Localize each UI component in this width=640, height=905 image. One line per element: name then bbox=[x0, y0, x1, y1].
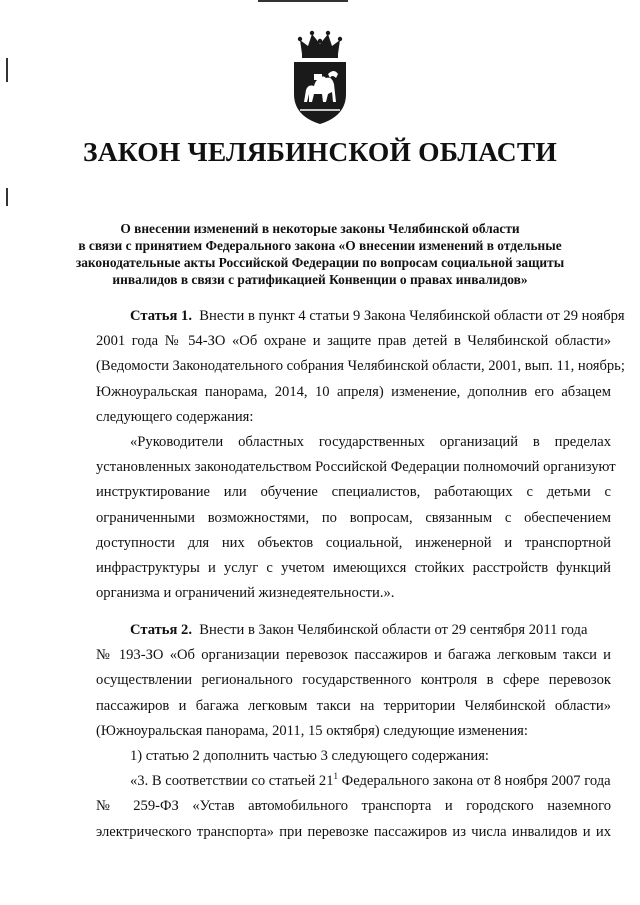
article-2-line: (Южноуральская панорама, 2011, 15 октября) следующие изменения: bbox=[96, 722, 528, 739]
article-2-line: пассажиров и багажа легковым такси на территории Челябинской области» bbox=[96, 697, 611, 714]
article-1-quote-line: доступности для них объектов социальной, инженерной и транспортной bbox=[96, 534, 611, 551]
article-1-line: (Ведомости Законодательного собрания Челябинской области, 2001, вып. 11, ноябрь; bbox=[96, 358, 625, 375]
article-2-quote-line: электрического транспорта» при перевозке пассажиров из числа инвалидов и их bbox=[96, 823, 611, 840]
article-2-quote-start: «3. В соответствии со статьей 21 bbox=[130, 773, 334, 790]
article-1-line: Южноуральская панорама, 2014, 10 апреля) изменение, дополнив его абзацем bbox=[96, 383, 611, 400]
law-title: ЗАКОН ЧЕЛЯБИНСКОЙ ОБЛАСТИ bbox=[83, 136, 557, 167]
article-1 bbox=[96, 304, 625, 606]
scan-mark-left-1 bbox=[6, 58, 8, 82]
law-subtitle bbox=[60, 220, 580, 288]
article-1-quote-line: установленных законодательством Российской Федерации полномочий организуют bbox=[96, 459, 616, 476]
article-2-quote-line: № 259-ФЗ «Устав автомобильного транспорта и городского наземного bbox=[96, 798, 611, 815]
article-2-line: № 193-ЗО «Об организации перевозок пассажиров и багажа легковым такси и bbox=[96, 647, 611, 664]
coat-of-arms-emblem bbox=[288, 28, 352, 128]
article-1-line: следующего содержания: bbox=[96, 408, 254, 425]
subtitle-line: О внесении изменений в некоторые законы Челябинской области bbox=[120, 221, 520, 236]
article-1-label: Статья 1. bbox=[130, 308, 192, 324]
article-1-quote-line: «Руководители областных государственных организаций в пределах bbox=[130, 433, 611, 450]
subtitle-line: в связи с принятием Федерального закона «О внесении изменений в отдельные bbox=[78, 238, 562, 253]
article-2-item-1: 1) статью 2 дополнить частью 3 следующего содержания: bbox=[130, 747, 489, 764]
article-1-quote-line: ограниченными возможностями, по вопросам, связанным с обеспечением bbox=[96, 509, 611, 526]
scan-mark-left-2 bbox=[6, 188, 8, 206]
article-1-first-line bbox=[96, 304, 625, 329]
article-1-quote-line: инструктирование или обучение специалистов, работающих с детьми с bbox=[96, 484, 611, 501]
article-1-quote-line: организма и ограничений жизнедеятельности.». bbox=[96, 585, 395, 602]
article-2-quote-sup: 1 bbox=[333, 771, 339, 782]
article-1-text: Внести в пункт 4 статьи 9 Закона Челябинской области от 29 ноября bbox=[199, 308, 625, 324]
subtitle-line: инвалидов в связи с ратификацией Конвенции о правах инвалидов» bbox=[112, 272, 528, 287]
subtitle-line: законодательные акты Российской Федерации по вопросам социальной защиты bbox=[75, 255, 565, 270]
article-2-label: Статья 2. bbox=[130, 622, 192, 638]
article-2 bbox=[96, 618, 611, 845]
article-2-first-line bbox=[96, 618, 611, 643]
article-1-quote-line: инфраструктуры и услуг с учетом имеющихся стойких расстройств функций bbox=[96, 559, 611, 576]
article-2-quote-rest: Федерального закона от 8 ноября 2007 года bbox=[338, 773, 611, 790]
article-1-line: 2001 года № 54-ЗО «Об охране и защите прав детей в Челябинской области» bbox=[96, 333, 611, 350]
scan-mark-top bbox=[258, 0, 348, 2]
article-2-text: Внести в Закон Челябинской области от 29 сентября 2011 года bbox=[199, 622, 588, 638]
article-2-quote-first-line bbox=[96, 769, 611, 794]
article-2-line: осуществлении регионального государственного контроля в сфере перевозок bbox=[96, 672, 611, 689]
